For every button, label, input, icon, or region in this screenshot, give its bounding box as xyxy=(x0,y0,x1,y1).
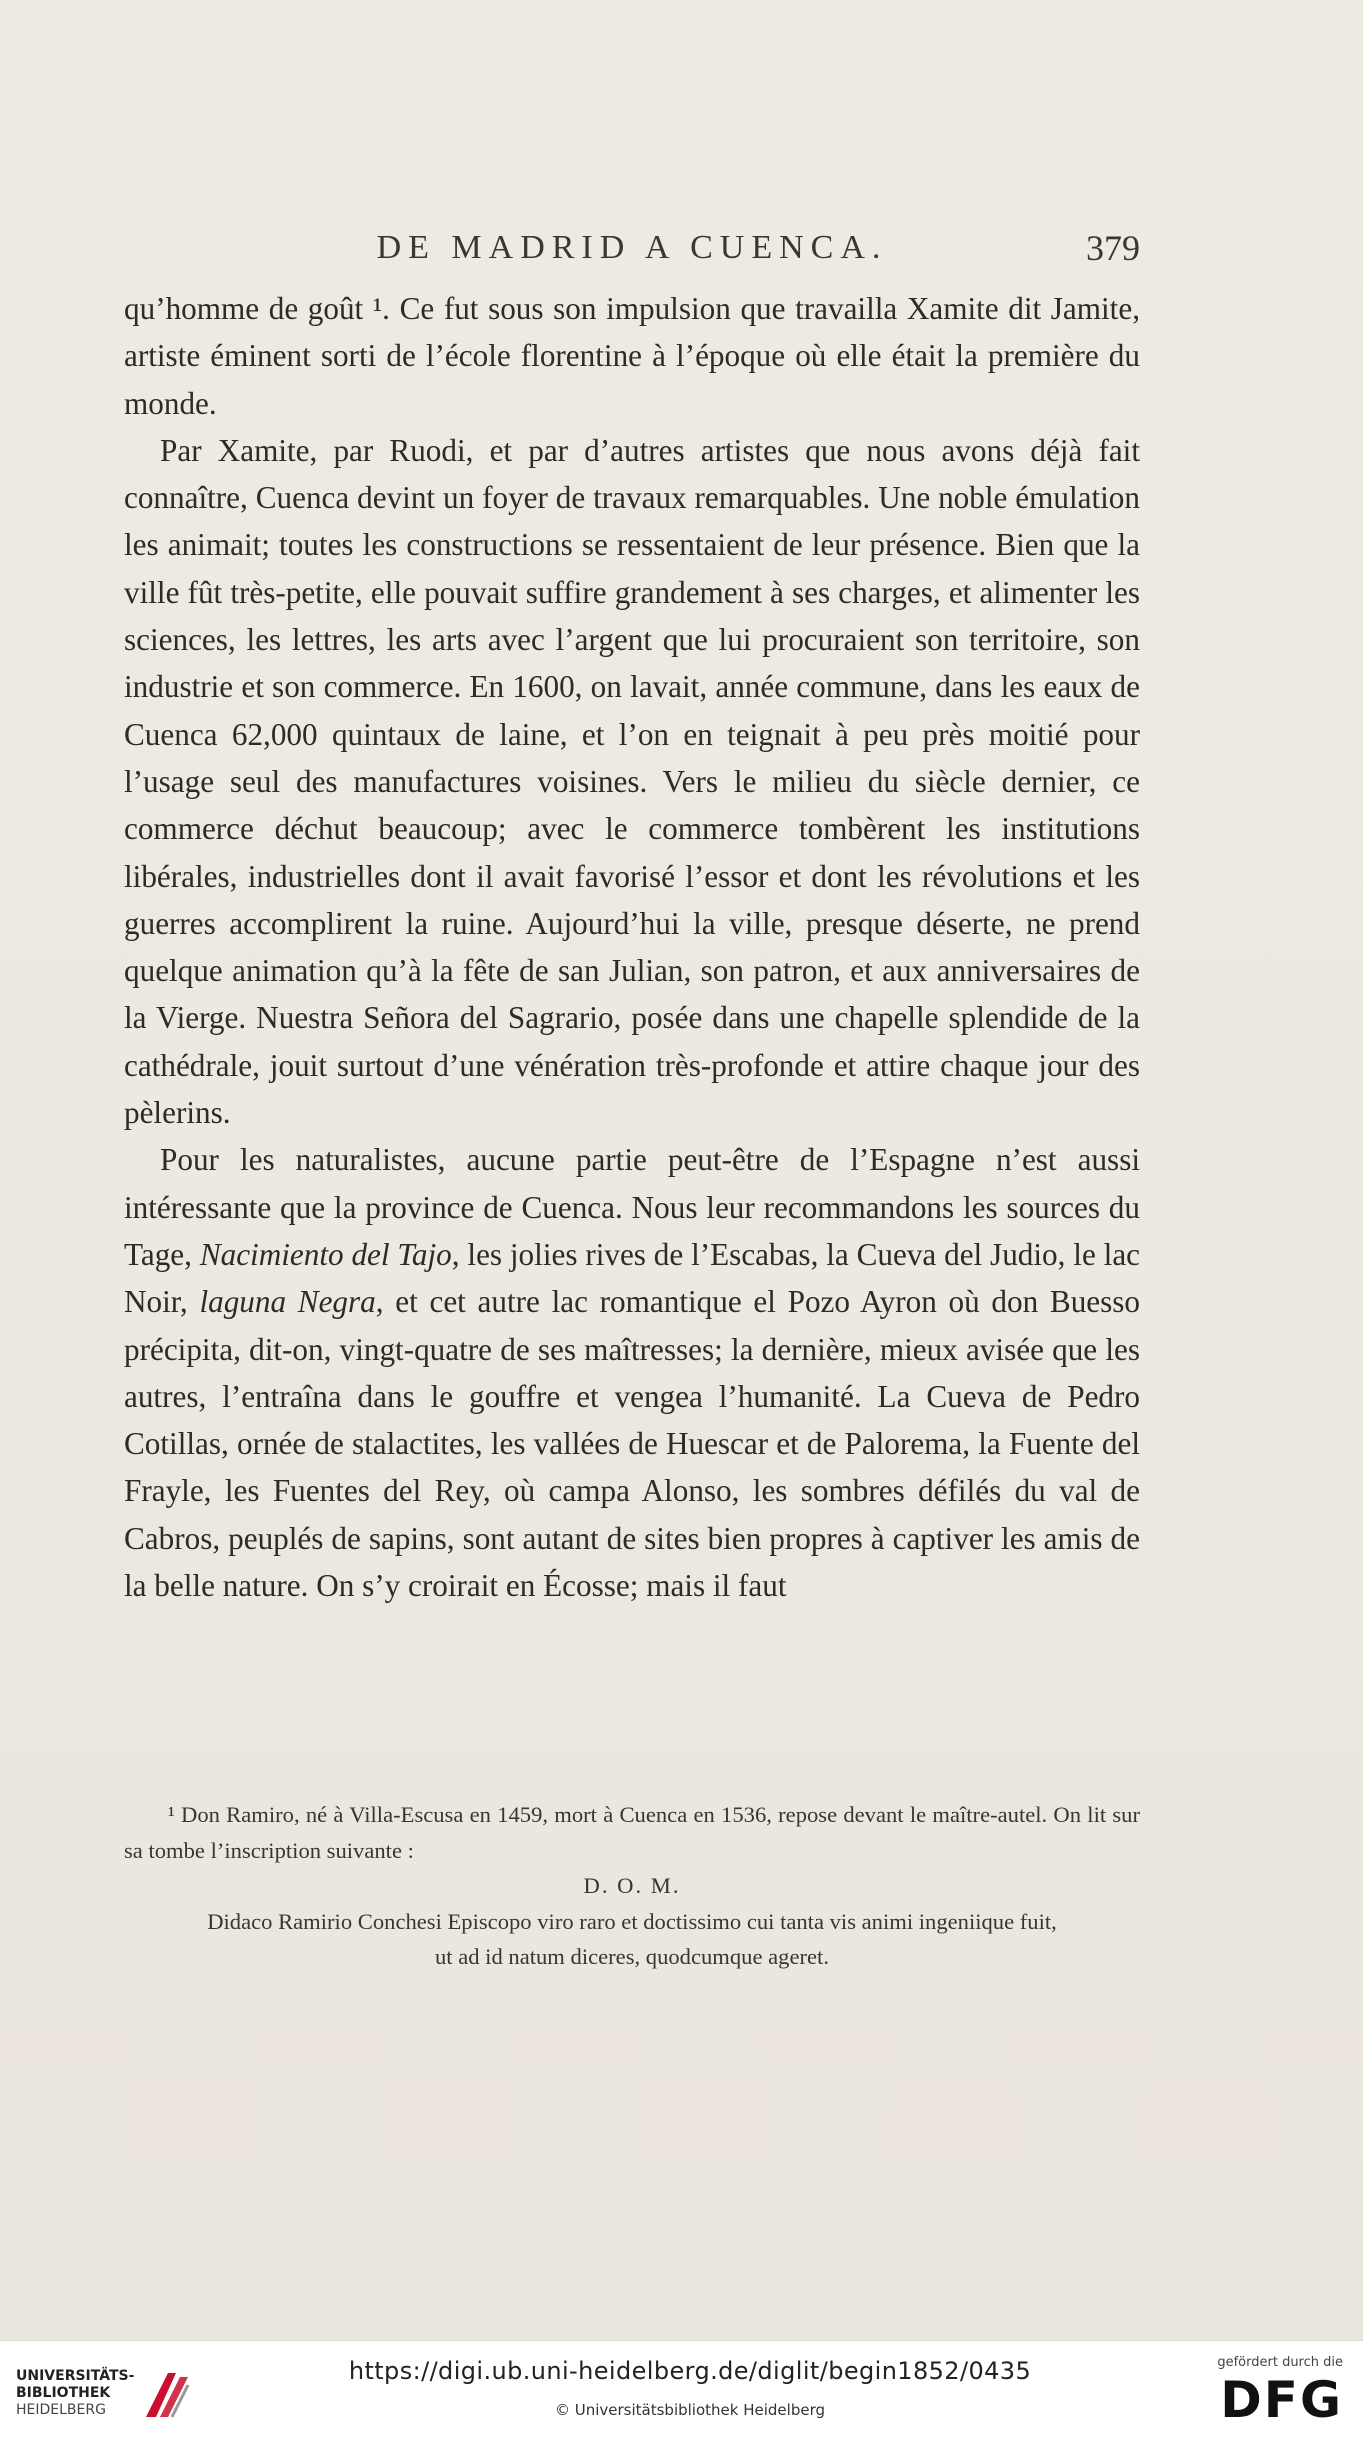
paragraph-3-part-b: , les jolies rives de l’Escabas, la Cueva del Judio, le lac Noir, xyxy=(124,1236,1140,1320)
paragraph-2: Par Xamite, par Ruodi, et par d’autres artistes que nous avons déjà fait connaître, Cuenca devint un foyer de travaux remarquables. Une noble émulation les animait; toutes les constructions se ressentaient de leur présence. Bien que la ville fût très-petite, elle pouvait suffire grandement à ses charges, et alimenter les sciences, les lettres, les arts avec l’argent que lui procuraient son territoire, son industrie et son commerce. En 1600, on lavait, année commune, dans les eaux de Cuenca 62,000 quintaux de laine, et l’on en teignait à peu près moitié pour l’usage seul des manufactures voisines. Vers le milieu du siècle dernier, ce commerce déchut beaucoup; avec le commerce tombèrent les institutions libérales, industrielles dont il avait favorisé l’essor et dont les révolutions et les guerres accomplirent la ruine. Aujourd’hui la ville, presque déserte, ne prend quelque animation qu’à la fête de san Julian, son patron, et aux anniversaires de la Vierge. Nuestra Señora del Sagrario, posée dans une chapelle splendide de la cathédrale, jouit surtout d’une vénération très-profonde et attire chaque jour des pèlerins. xyxy=(124,432,1140,1131)
inscription-line-1: Didaco Ramirio Conchesi Episcopo viro raro et doctissimo cui tanta vis animi ingeniique fuit, xyxy=(207,1908,1057,1934)
inscription-dom: D. O. M. xyxy=(583,1873,681,1898)
dfg-logo-icon: DFG xyxy=(1220,2371,1343,2429)
paragraph-3-part-a: Pour les naturalistes, aucune partie peut-être de l’Espagne n’est aussi intéressante que la province de Cuenca. Nous leur recommandons les sources du Tage, xyxy=(124,1142,1140,1272)
institution-line-2: BIBLIOTHEK xyxy=(16,2385,111,2401)
footer-bar xyxy=(0,2340,1363,2438)
paragraph-1: qu’homme de goût ¹. Ce fut sous son impulsion que travailla Xamite dit Jamite, artiste éminent sorti de l’école florentine à l’époque où elle était la première du monde. xyxy=(124,291,1140,421)
running-title: DE MADRID A CUENCA. xyxy=(376,229,888,266)
page-header xyxy=(124,225,1140,275)
paragraph-3-part-c: , et cet autre lac romantique el Pozo Ayron où don Buesso précipita, dit-on, vingt-quatre de ses maîtresses; la dernière, mieux avisée que les autres, l’entraîna dans le gouffre et vengea l’humanité. La Cueva de Pedro Cotillas, ornée de stalactites, les vallées de Huescar et de Palorema, la Fuente del Frayle, les Fuentes del Rey, où campa Alonso, les sombres défilés du val de Cabros, peuplés de sapins, sont autant de sites bien propres à captiver les amis de la belle nature. On s’y croirait en Écosse; mais il faut xyxy=(124,1284,1141,1604)
institution-line-3: HEIDELBERG xyxy=(16,2402,106,2418)
footnote-1: ¹ Don Ramiro, né à Villa-Escusa en 1459, mort à Cuenca en 1536, repose devant le maître-autel. On lit sur sa tombe l’inscription suivante : xyxy=(124,1802,1140,1863)
university-library-logo-icon xyxy=(138,2365,198,2425)
inscription-line-2: ut ad id natum diceres, quodcumque ageret. xyxy=(434,1944,829,1969)
funder-note: gefördert durch die xyxy=(1217,2355,1343,2370)
paragraph-3 xyxy=(124,1136,1140,1609)
institution-line-1: UNIVERSITÄTS- xyxy=(16,2368,135,2384)
permalink-url[interactable]: https://digi.ub.uni-heidelberg.de/diglit/begin1852/0435 xyxy=(348,2357,1032,2385)
university-library-name xyxy=(16,2368,134,2419)
italic-nacimiento-del-tajo: Nacimiento del Tajo xyxy=(199,1236,452,1272)
body-text xyxy=(124,285,1140,1609)
copyright-notice: © Universitätsbibliothek Heidelberg xyxy=(554,2401,825,2419)
italic-laguna-negra: laguna Negra xyxy=(199,1284,376,1320)
funder-block[interactable] xyxy=(1213,2355,1343,2430)
footnotes xyxy=(124,1797,1140,1975)
university-library-logo[interactable] xyxy=(16,2365,196,2425)
page-number: 379 xyxy=(1086,228,1140,268)
